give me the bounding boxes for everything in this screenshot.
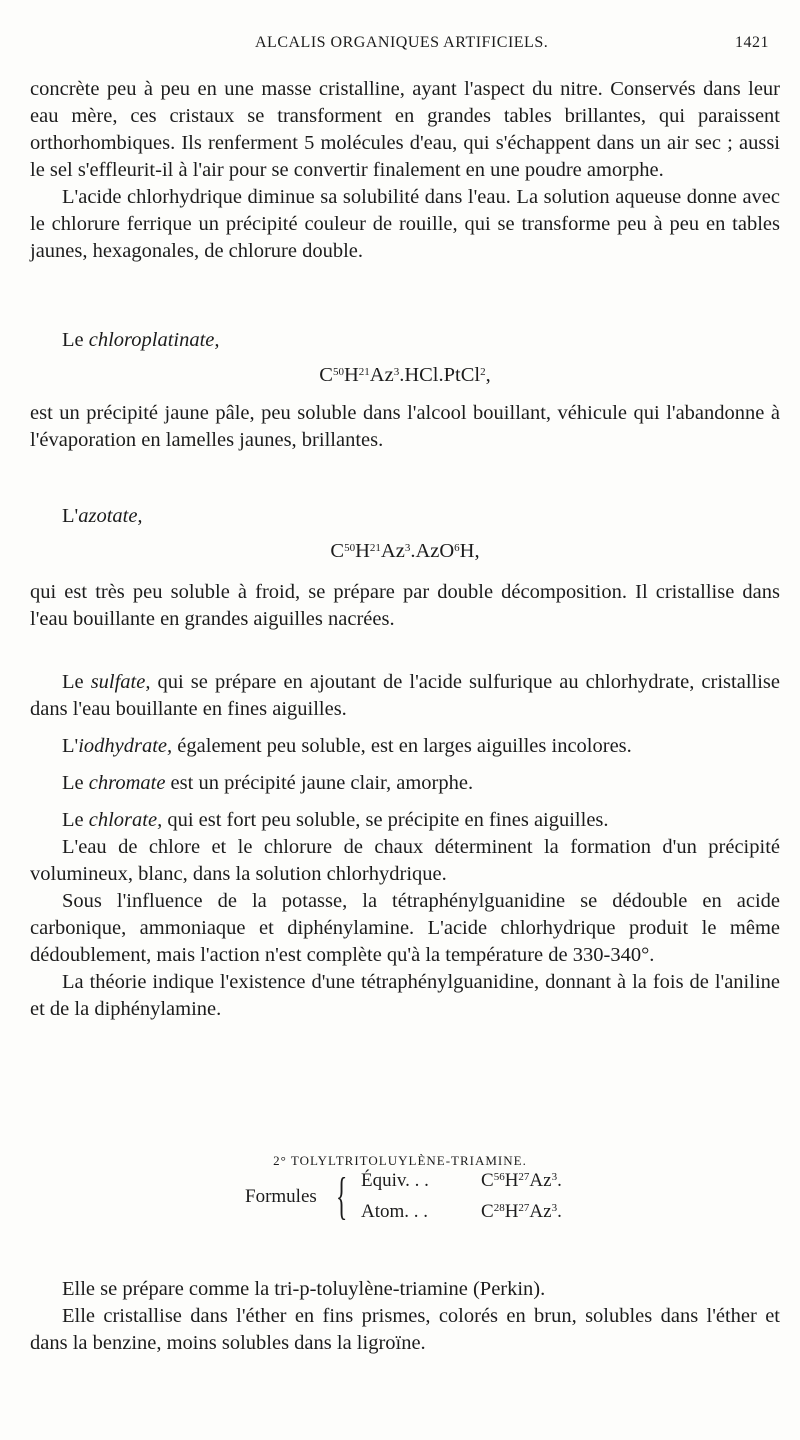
azotate-block <box>30 503 780 633</box>
page-number: 1421 <box>735 34 769 51</box>
chloroplatinate-formula: $C^{50}H^{21}Az^3.HCl.PtCl^2$, <box>319 364 491 386</box>
chloroplatinate-name: chloroplatinate, <box>88 329 220 351</box>
section-heading <box>0 1153 800 1169</box>
formula-equiv-value: $C^{56}H^{27}Az^3$. <box>481 1170 562 1191</box>
sulfate-name: sulfate, <box>90 671 151 693</box>
chlorate-name: chlorate, <box>88 809 163 831</box>
azotate-name: azotate, <box>78 505 143 527</box>
section-title: TOLYLTRITOLUYLÈNE-TRIAMINE. <box>290 1153 527 1168</box>
azotate-text: qui est très peu soluble à froid, se prépare par double décomposition. Il cristallise dans l'eau bouillante en grandes aiguilles nacrées. <box>30 581 780 630</box>
chloroplatinate-heading: Le chloroplatinate, <box>62 329 220 351</box>
paragraph-cristallise: Elle cristallise dans l'éther en fins prismes, colorés en brun, solubles dans l'éther et dans la benzine, moins solubles dans la ligroïne. <box>30 1305 780 1354</box>
chromate-name: chromate <box>88 772 166 794</box>
formula-atom-row <box>361 1201 562 1223</box>
azotate-formula: $C^{50}H^{21}Az^3.AzO^6H$, <box>330 540 480 562</box>
iodhydrate-paragraph: L'iodhydrate, également peu soluble, est en larges aiguilles incolores. <box>62 735 632 757</box>
chloroplatinate-block <box>30 327 780 454</box>
paragraph-eau-de-chlore: L'eau de chlore et le chlorure de chaux déterminent la formation d'un précipité volumineux, blanc, dans la solution chlorhydrique. <box>30 836 780 885</box>
formula-equiv-label: Équiv. . . <box>361 1170 429 1191</box>
formula-atom-value: $C^{28}H^{27}Az^3$. <box>481 1201 562 1222</box>
iodhydrate-name: iodhydrate, <box>78 735 173 757</box>
formulae-block <box>245 1170 665 1230</box>
formula-equiv-row <box>361 1170 562 1192</box>
chromate-paragraph: Le chromate est un précipité jaune clair, amorphe. <box>62 772 474 794</box>
salts-block <box>30 669 780 1023</box>
paragraph-prepare: Elle se prépare comme la tri-p-toluylène-triamine (Perkin). <box>62 1278 546 1300</box>
chlorate-paragraph: Le chlorate, qui est fort peu soluble, se précipite en fines aiguilles. <box>62 809 609 831</box>
text-block-top <box>30 76 780 265</box>
running-title: ALCALIS ORGANIQUES ARTIFICIELS. <box>255 34 549 51</box>
paragraph-potasse: Sous l'influence de la potasse, la tétraphénylguanidine se dédouble en acide carbonique, ammoniaque et diphénylamine. L'acide chlorhydrique produit le même dédoublement, mais l'action n'est complète qu'à la température de 330-340°. <box>30 890 780 966</box>
formulae-brace: { <box>336 1168 348 1225</box>
formulae-label: Formules <box>245 1186 317 1207</box>
section-number: 2° <box>273 1153 287 1168</box>
sulfate-paragraph: Le sulfate, qui se prépare en ajoutant de l'acide sulfurique au chlorhydrate, cristallise dans l'eau bouillante en fines aiguilles. <box>30 671 780 720</box>
paragraph-continuation: concrète peu à peu en une masse cristalline, ayant l'aspect du nitre. Conservés dans leur eau mère, ces cristaux se transforment en grandes tables brillantes, qui paraissent orthorhombiques. Ils renferment 5 molécules d'eau, qui s'échappent dans un air sec ; aussi le sel s'effleurit-il à l'air pour se convertir finalement en une poudre amorphe. <box>30 78 780 181</box>
paragraph-acide: L'acide chlorhydrique diminue sa solubilité dans l'eau. La solution aqueuse donne avec le chlorure ferrique un précipité couleur de rouille, qui se transforme peu à peu en tables jaunes, hexagonales, de chlorure double. <box>30 186 780 262</box>
chloroplatinate-text: est un précipité jaune pâle, peu soluble dans l'alcool bouillant, véhicule qui l'abandonne à l'évaporation en lamelles jaunes, brillantes. <box>30 402 780 451</box>
formula-atom-label: Atom. . . <box>361 1201 429 1222</box>
azotate-heading: L'azotate, <box>62 505 143 527</box>
paragraph-theorie: La théorie indique l'existence d'une tétraphénylguanidine, donnant à la fois de l'aniline et de la diphénylamine. <box>30 971 780 1020</box>
text-block-bottom <box>30 1276 780 1357</box>
